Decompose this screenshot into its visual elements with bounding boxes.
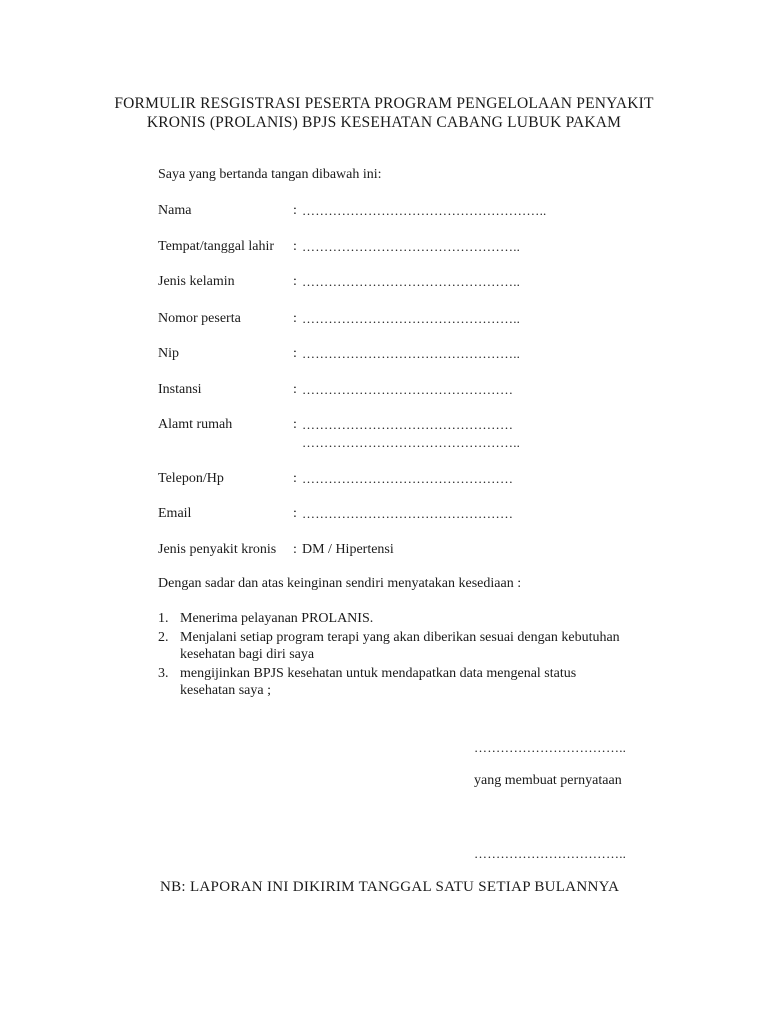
field-blank-email[interactable]: ………………………………………… — [302, 506, 514, 521]
field-label-nip: Nip — [158, 346, 179, 361]
field-separator: : — [293, 274, 297, 289]
list-item-number: 2. — [158, 630, 169, 645]
field-blank-nama[interactable]: ……………………………………………….. — [302, 203, 547, 218]
field-blank-nip[interactable]: ………………………………………….. — [302, 346, 521, 361]
signature-label: yang membuat pernyataan — [474, 773, 622, 788]
field-blank-nomor-peserta[interactable]: ………………………………………….. — [302, 311, 521, 326]
field-blank-alamat-rumah-line-1[interactable]: ………………………………………… — [302, 417, 514, 432]
field-label-jenis-kelamin: Jenis kelamin — [158, 274, 235, 289]
field-label-instansi: Instansi — [158, 382, 202, 397]
form-title-line-1: FORMULIR RESGISTRASI PESERTA PROGRAM PENGELOLAAN PENYAKIT — [114, 95, 654, 112]
field-value-jenis-penyakit-kronis: DM / Hipertensi — [302, 542, 394, 557]
list-item-text: Menjalani setiap program terapi yang akan diberikan sesuai dengan kebutuhan — [180, 630, 620, 645]
field-separator: : — [293, 346, 297, 361]
footnote: NB: LAPORAN INI DIKIRIM TANGGAL SATU SETIAP BULANNYA — [160, 879, 620, 895]
field-label-nomor-peserta: Nomor peserta — [158, 311, 241, 326]
intro-text: Saya yang bertanda tangan dibawah ini: — [158, 167, 382, 182]
field-separator: : — [293, 506, 297, 521]
field-separator: : — [293, 311, 297, 326]
signature-name-blank[interactable]: …………………………….. — [474, 846, 627, 861]
field-blank-alamat-rumah-line-2[interactable]: ………………………………………….. — [302, 435, 521, 450]
field-label-email: Email — [158, 506, 192, 521]
field-label-nama: Nama — [158, 203, 192, 218]
field-separator: : — [293, 203, 297, 218]
field-separator: : — [293, 239, 297, 254]
signature-place-date-blank[interactable]: …………………………….. — [474, 740, 627, 755]
list-item-text: Menerima pelayanan PROLANIS. — [180, 611, 374, 626]
field-separator: : — [293, 417, 297, 432]
field-blank-jenis-kelamin[interactable]: ………………………………………….. — [302, 274, 521, 289]
statement-text: Dengan sadar dan atas keinginan sendiri menyatakan kesediaan : — [158, 576, 522, 591]
field-blank-instansi[interactable]: ………………………………………… — [302, 382, 514, 397]
field-separator: : — [293, 382, 297, 397]
field-label-tempat-tanggal-lahir: Tempat/tanggal lahir — [158, 239, 275, 254]
field-label-telepon: Telepon/Hp — [158, 471, 224, 486]
list-item-text-continued: kesehatan bagi diri saya — [180, 647, 315, 662]
field-blank-telepon[interactable]: ………………………………………… — [302, 471, 514, 486]
list-item-text-continued: kesehatan saya ; — [180, 683, 271, 698]
list-item-number: 1. — [158, 611, 169, 626]
list-item-text: mengijinkan BPJS kesehatan untuk mendapatkan data mengenal status — [180, 666, 577, 681]
form-title-line-2: KRONIS (PROLANIS) BPJS KESEHATAN CABANG LUBUK PAKAM — [146, 114, 622, 131]
field-separator: : — [293, 542, 297, 557]
list-item-number: 3. — [158, 666, 169, 681]
field-blank-tempat-tanggal-lahir[interactable]: ………………………………………….. — [302, 239, 521, 254]
field-label-alamat-rumah: Alamt rumah — [158, 417, 233, 432]
field-separator: : — [293, 471, 297, 486]
field-label-jenis-penyakit-kronis: Jenis penyakit kronis — [158, 542, 277, 557]
